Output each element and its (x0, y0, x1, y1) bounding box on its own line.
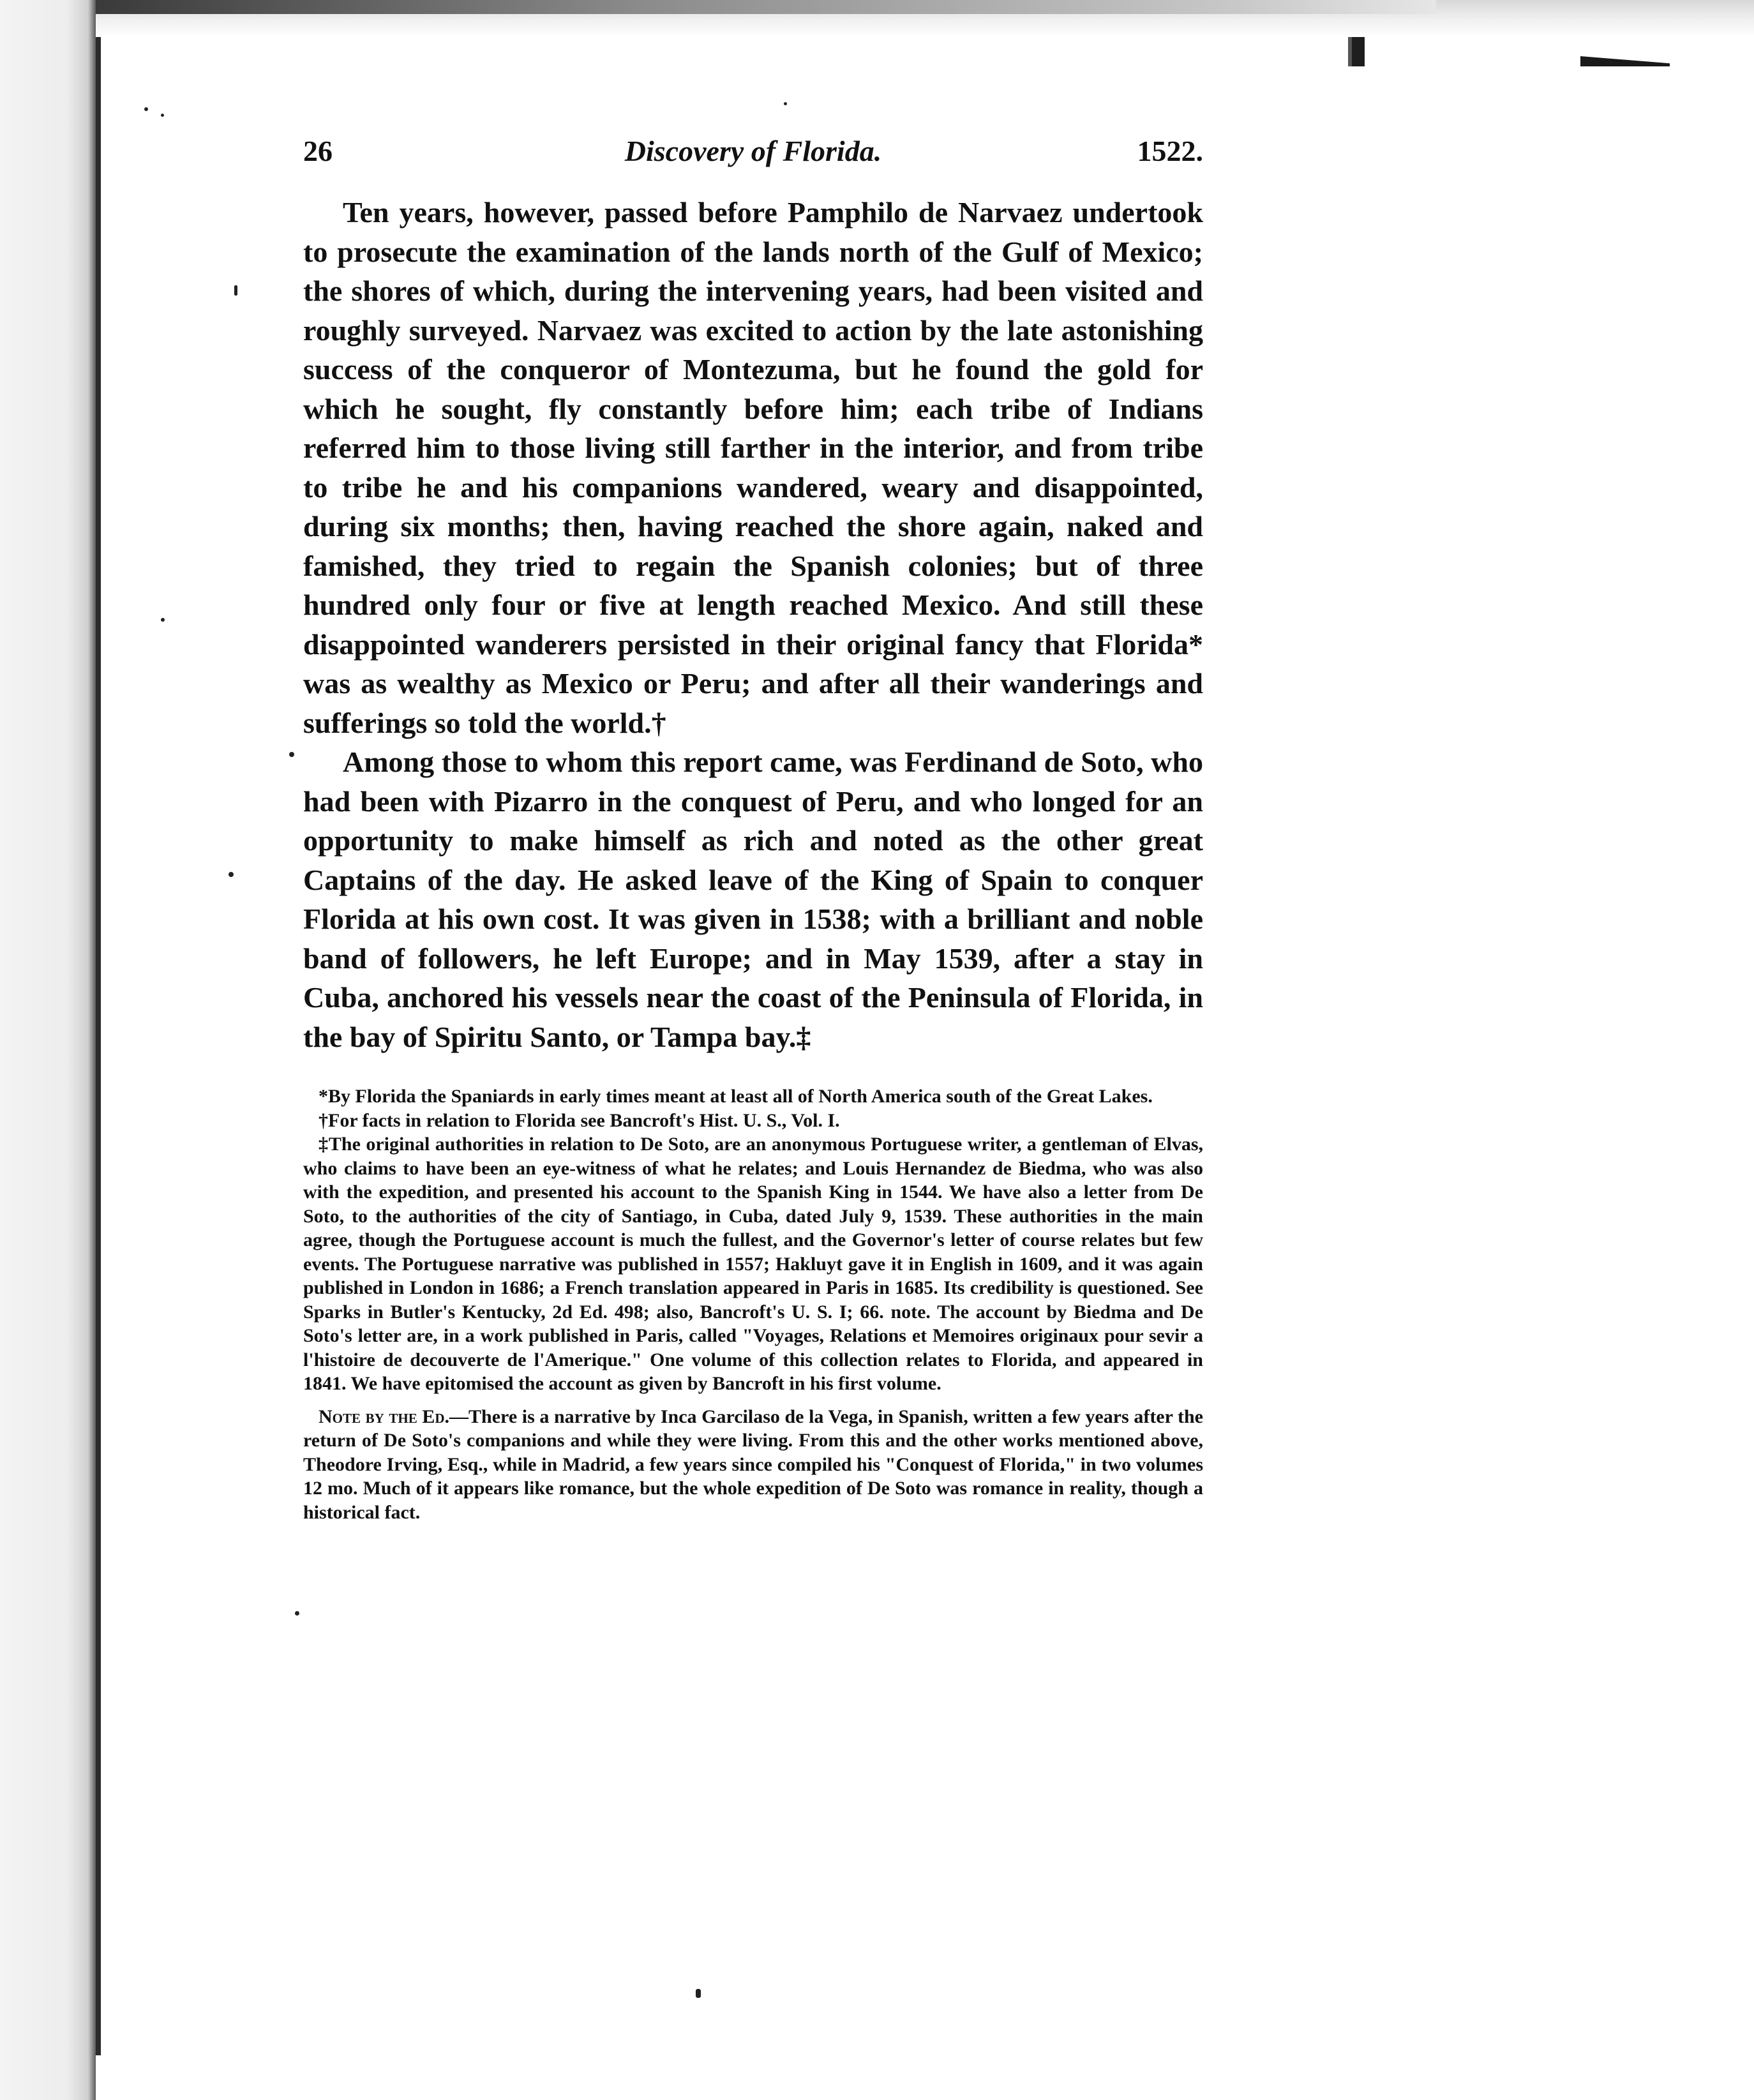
editor-note-label: Note by the Ed.— (319, 1406, 469, 1427)
running-head (303, 134, 1203, 179)
scan-speck (161, 114, 164, 117)
book-page (303, 134, 1203, 1524)
scan-speck (161, 618, 165, 622)
scan-speck (784, 102, 787, 105)
scan-edge-wedge (1580, 56, 1670, 66)
page-binding-line (96, 0, 101, 2055)
editor-note-text: There is a narrative by Inca Garcilaso de la Vega, in Spanish, written a few years after the return of De Soto's companions and while they were living. From this and the other works mentioned above, Theodore Irving, Esq., while in Madrid, a few years since compiled his "Conquest of Florida," in two volumes 12 mo. Much of it appears like romance, but the whole expedition of De Soto was romance in reality, though a historical fact. (303, 1406, 1203, 1523)
footnote-florida: *By Florida the Spaniards in early times meant at least all of North America south of the Great Lakes. (319, 1086, 1153, 1107)
footnote-authorities: ‡The original authorities in relation to De Soto, are an anonymous Portuguese writer, a gentleman of Elvas, who claims to have been an eye-witness of what he relates; and Louis Hernandez de Biedma, who was also with the expedition, and presented his account to the Spanish King in 1544. We have also a letter from De Soto, to the authorities of the city of Santiago, in Cuba, dated July 9, 1539. These authorities in the main agree, though the Portuguese account is much the fullest, and the Governor's letter of course relates but few events. The Portuguese narrative was published in 1557; Hakluyt gave it in English in 1609, and it was again published in London in 1686; a French translation appeared in Paris in 1685. Its credibility is questioned. See Sparks in Butler's Kentucky, 2d Ed. 498; also, Bancroft's U. S. I; 66. note. The account by Biedma and De Soto's letter are, in a work published in Paris, called "Voyages, Relations et Memoires originaux pour sevir a l'histoire de decouverte de l'Amerique." One volume of this collection relates to Florida, and appeared in 1841. We have epitomised the account as given by Bancroft in his first volume. (303, 1134, 1203, 1394)
page-number: 26 (303, 135, 333, 167)
scan-speck (295, 1611, 299, 1616)
scan-speck (289, 752, 294, 757)
scan-speck (144, 107, 148, 111)
footnotes (303, 1084, 1203, 1524)
running-title: Discovery of Florida. (624, 135, 882, 167)
scan-left-edge (0, 0, 96, 2100)
scan-speck (696, 1989, 701, 1998)
scan-top-strip (96, 0, 1436, 14)
paragraph-narvaez: Ten years, however, passed before Pamphilo de Narvaez undertook to prosecute the examination of the lands north of the Gulf of Mexico; the shores of which, during the intervening years, had been visited and roughly surveyed. Narvaez was excited to action by the late astonishing success of the conqueror of Montezuma, but he found the gold for which he sought, fly constantly before him; each tribe of Indians referred him to those living still farther in the interior, and from tribe to tribe he and his companions wandered, weary and disappointed, during six months; then, having reached the shore again, naked and famished, they tried to regain the Spanish colonies; but of three hundred only four or five at length reached Mexico. And still these disappointed wanderers persisted in their original fancy that Florida* was as wealthy as Mexico or Peru; and after all their wanderings and sufferings so told the world.† (303, 196, 1203, 739)
body-text (303, 193, 1203, 1056)
scan-speck (234, 285, 237, 296)
scan-corner-mark (1348, 37, 1365, 66)
footnote-bancroft: †For facts in relation to Florida see Bancroft's Hist. U. S., Vol. I. (319, 1109, 840, 1131)
running-year: 1522. (1137, 135, 1203, 167)
paragraph-de-soto: Among those to whom this report came, was Ferdinand de Soto, who had been with Pizarro in the conquest of Peru, and who longed for an opportunity to make himself as rich and noted as the other great Captains of the day. He asked leave of the King of Spain to conquer Florida at his own cost. It was given in 1538; with a brilliant and noble band of followers, he left Europe; and in May 1539, after a stay in Cuba, anchored his vessels near the coast of the Peninsula of Florida, in the bay of Spiritu Santo, or Tampa bay.‡ (303, 746, 1203, 1053)
editor-note (303, 1405, 1203, 1525)
scan-speck (229, 872, 234, 877)
